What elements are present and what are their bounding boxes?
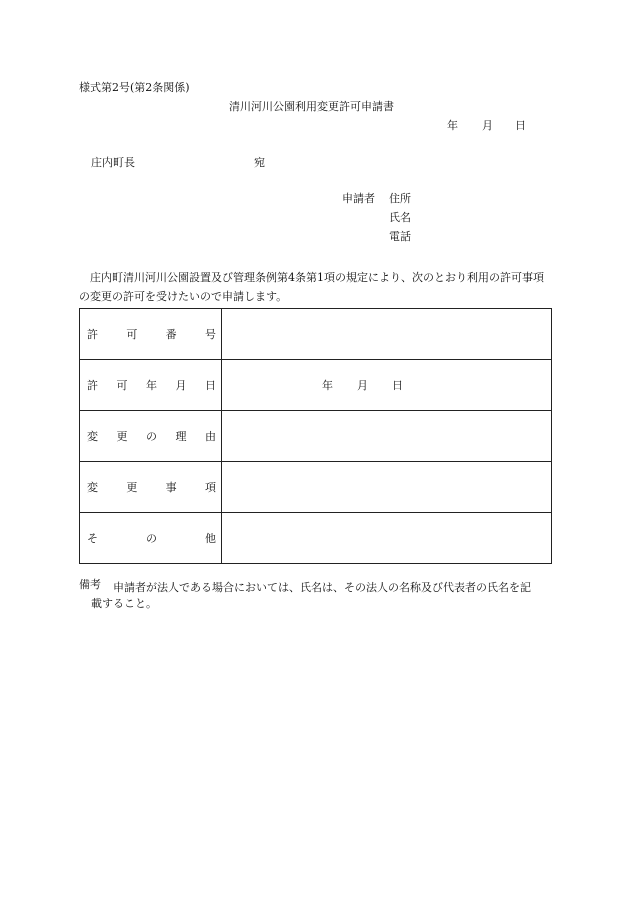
label-char: 更 — [126, 481, 138, 494]
label-char: 変 — [87, 430, 98, 443]
change-reason-label — [80, 411, 222, 462]
change-reason-field[interactable] — [222, 411, 552, 462]
label-char: 他 — [205, 532, 216, 545]
label-char: 事 — [165, 481, 177, 494]
addressee-name: 庄内町長 — [91, 156, 135, 169]
intro-paragraph: 庄内町清川河川公園設置及び管理条例第4条第1項の規定により、次のとおり利用の許可事項の変更の許可を受けたいので申請します。 — [79, 271, 544, 303]
date-month-label: 月 — [482, 119, 493, 132]
table-row — [80, 411, 552, 462]
label-char: 番 — [165, 328, 177, 341]
other-label — [80, 513, 222, 564]
permit-number-field[interactable] — [222, 309, 552, 360]
change-items-label — [80, 462, 222, 513]
applicant-phone-label: 電話 — [389, 230, 411, 243]
label-char: 更 — [116, 430, 128, 443]
remarks-text: 申請者が法人である場合においては、氏名は、その法人の名称及び代表者の氏名を記 — [113, 581, 531, 594]
permit-date-year: 年 — [322, 379, 333, 392]
label-char: 年 — [146, 379, 157, 392]
addressee-honorific: 宛 — [254, 156, 265, 169]
label-char: 理 — [175, 430, 187, 443]
label-char: 日 — [205, 379, 216, 392]
document-title: 清川河川公園利用変更許可申請書 — [229, 100, 394, 113]
application-detail-table — [79, 308, 552, 564]
date-year-label: 年 — [447, 119, 458, 132]
applicant-label: 申請者 — [342, 192, 375, 205]
label-char: の — [146, 430, 157, 443]
label-char: そ — [87, 532, 98, 545]
other-field[interactable] — [222, 513, 552, 564]
label-char: 変 — [87, 481, 98, 494]
label-char: 許 — [87, 379, 98, 392]
application-date — [447, 119, 526, 133]
permit-number-label — [80, 309, 222, 360]
permit-date-placeholder — [322, 377, 403, 393]
permit-date-month: 月 — [357, 379, 368, 392]
date-day-label: 日 — [515, 119, 526, 132]
change-items-field[interactable] — [222, 462, 552, 513]
label-char: 由 — [205, 430, 216, 443]
label-char: 項 — [204, 481, 216, 494]
label-char: 月 — [175, 379, 187, 392]
form-number: 様式第2号(第2条関係) — [79, 81, 190, 94]
label-char: 許 — [87, 328, 98, 341]
permit-date-day: 日 — [392, 379, 403, 392]
table-row — [80, 513, 552, 564]
remarks-label: 備考 — [79, 578, 101, 591]
applicant-name-label: 氏名 — [389, 211, 411, 224]
label-char: 可 — [126, 328, 138, 341]
label-char: の — [146, 532, 157, 545]
table-row — [80, 360, 552, 411]
label-char: 号 — [204, 328, 216, 341]
remarks-text-continued: 載すること。 — [91, 597, 157, 610]
label-char: 可 — [116, 379, 128, 392]
applicant-address-label: 住所 — [389, 192, 411, 205]
table-row — [80, 309, 552, 360]
permit-date-label — [80, 360, 222, 411]
permit-date-field[interactable] — [222, 360, 552, 411]
table-row — [80, 462, 552, 513]
